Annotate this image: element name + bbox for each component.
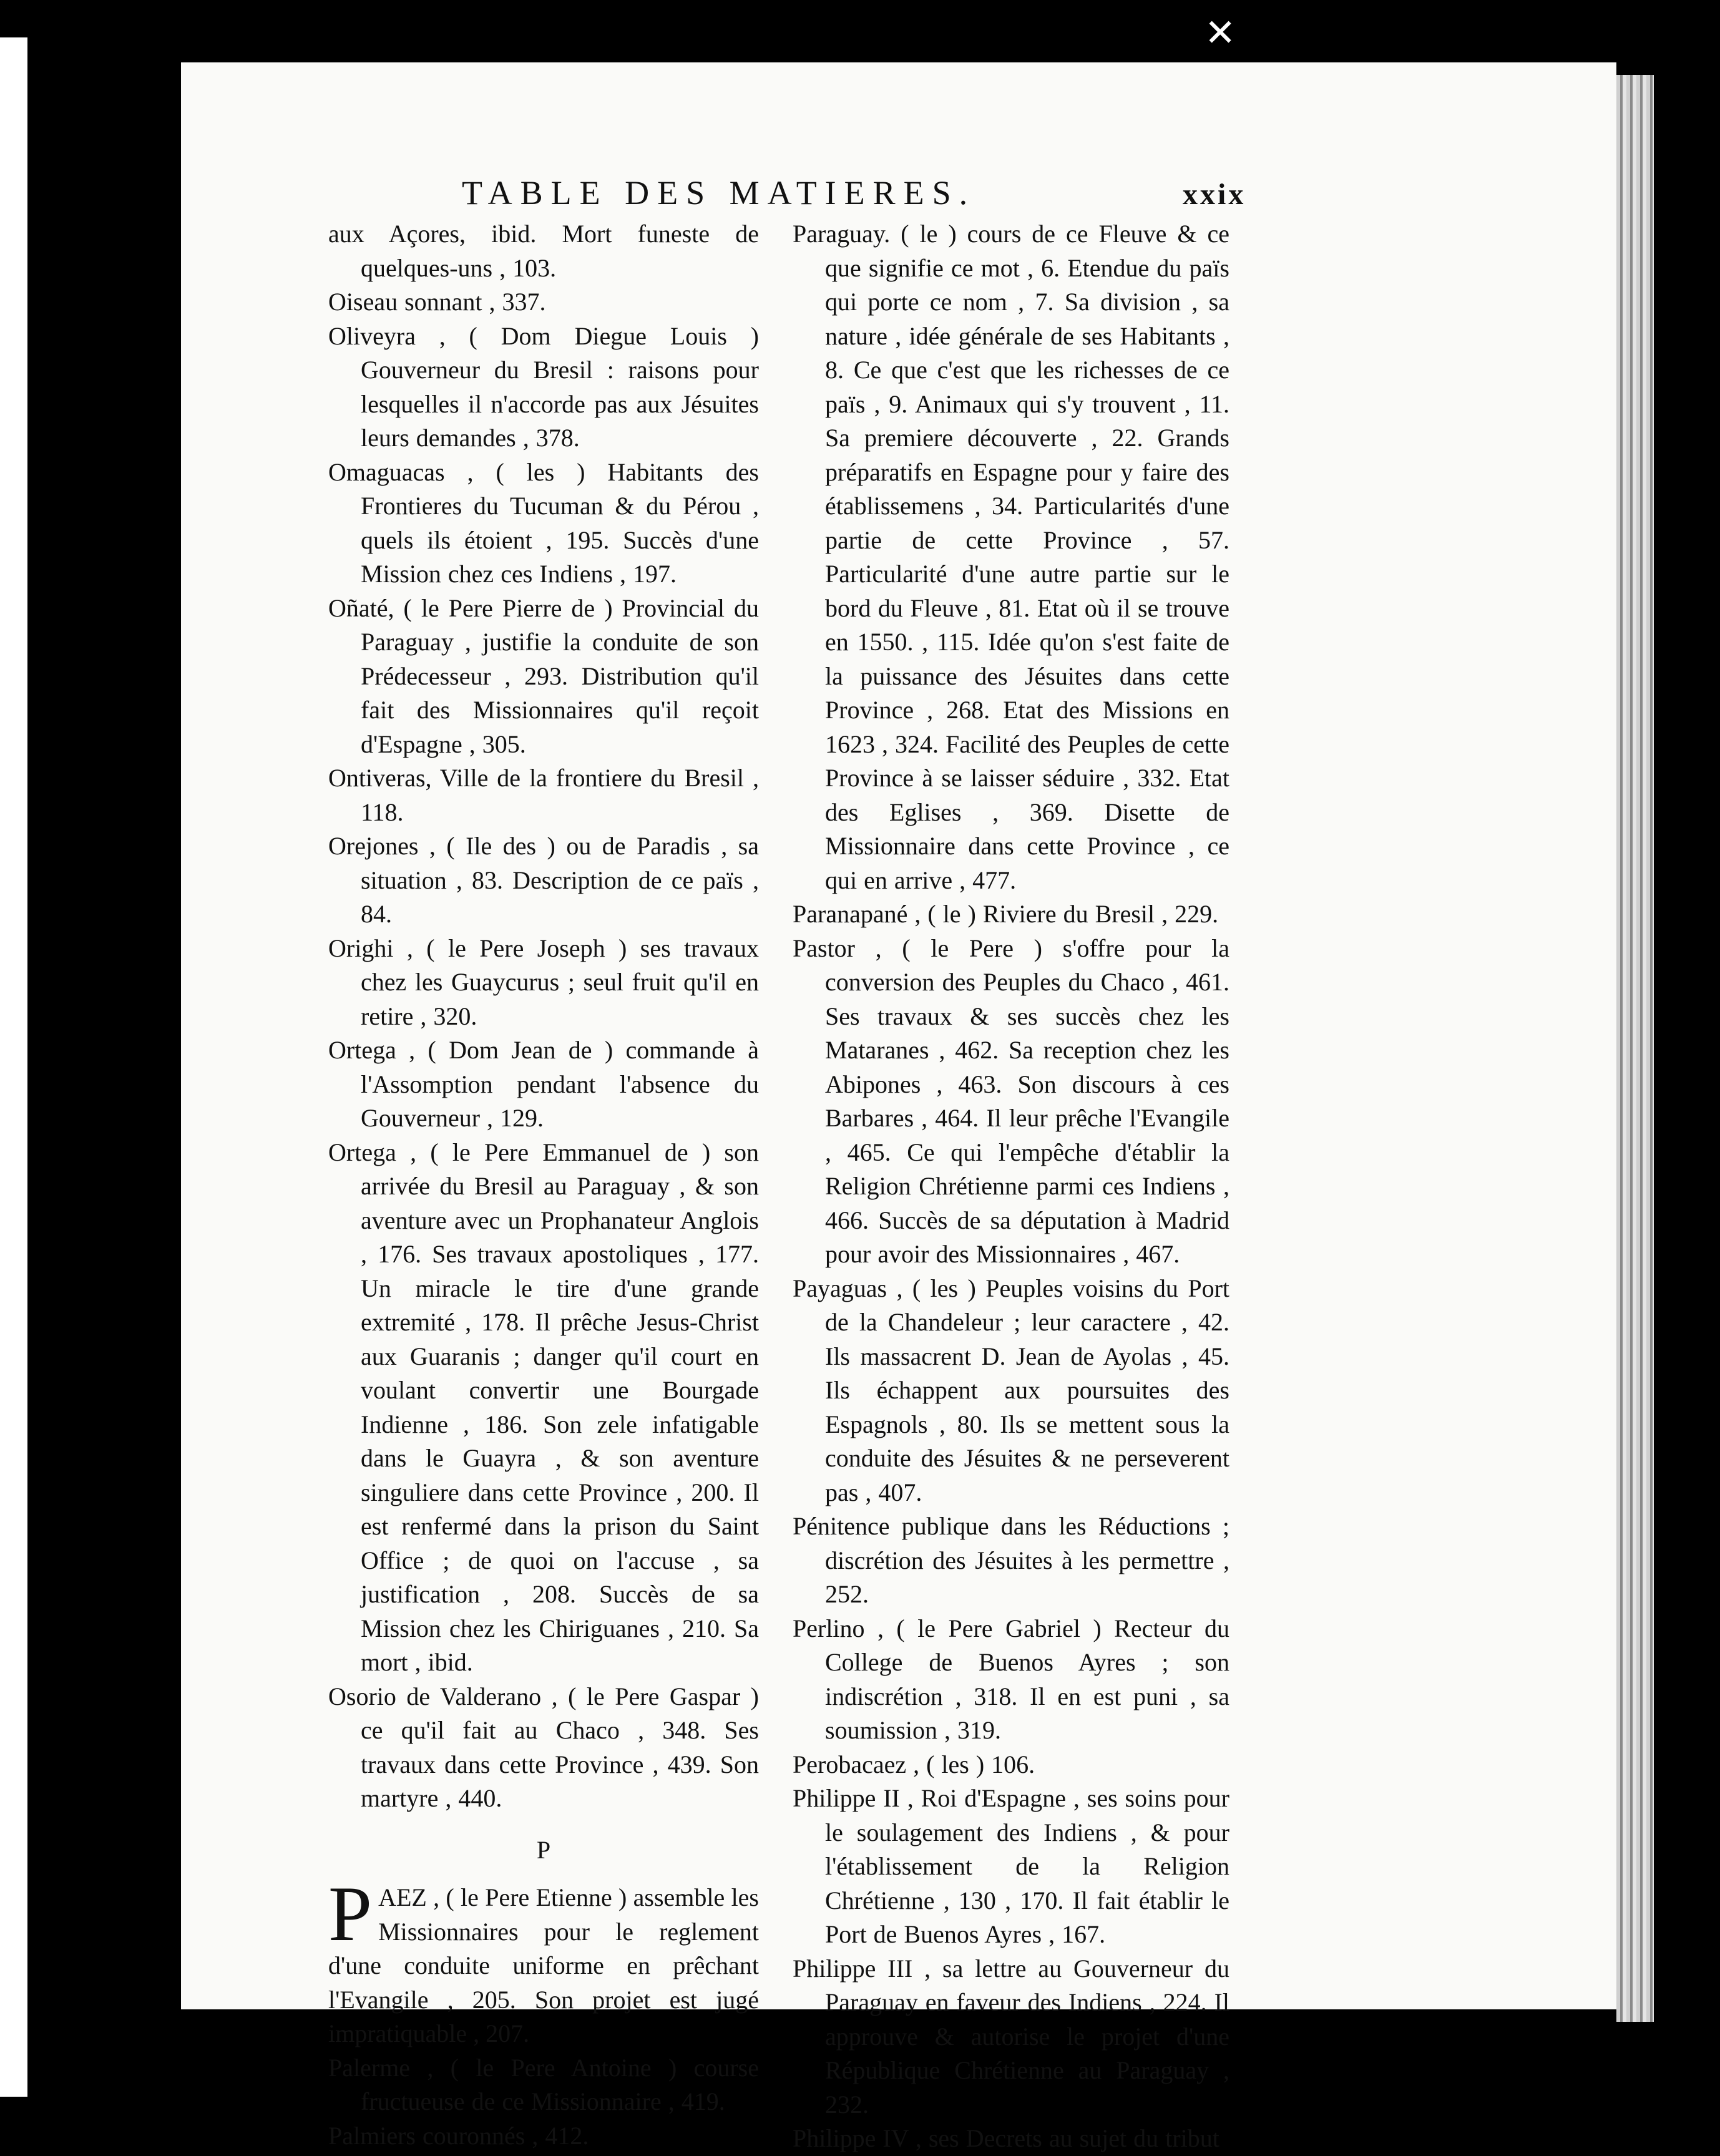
index-entry: Palerme , ( le Pere Antoine ) course fructueuse de ce Missionnaire , 419.	[328, 2053, 759, 2115]
index-entry: Oñaté, ( le Pere Pierre de ) Provincial du Paraguay , justifie la conduite de son Prédecesseur , 293. Distribution qu'il fait des Missionnaires qu'il reçoit d'Espagne , 305.	[328, 593, 759, 758]
page-edge-stack	[1616, 75, 1654, 2022]
index-entry: Perlino , ( le Pere Gabriel ) Recteur du College de Buenos Ayres ; son indiscrétion , 318. Il en est puni , sa soumission , 319.	[793, 1614, 1229, 1744]
index-entry: Pastor , ( le Pere ) s'offre pour la conversion des Peuples du Chaco , 461. Ses travaux & ses succès chez les Mataranes , 462. Sa reception chez les Abipones , 463. Son discours à ces Barbares , 464. Il leur prêche l'Evangile , 465. Ce qui l'empêche d'établir la Religion Chrétienne parmi ces Indiens , 466. Succès de sa députation à Madrid pour avoir des Missionnaires , 467.	[793, 934, 1229, 1268]
dropcap-entry-text: AEZ , ( le Pere Etienne ) assemble les Missionnaires pour le reglement d'une conduite uniforme en prêchant l'Evangile , 205. Son projet est jugé impratiquable , 207.	[328, 1883, 759, 2047]
index-entry: Oiseau sonnant , 337.	[328, 288, 546, 316]
index-entry: Payaguas , ( les ) Peuples voisins du Port de la Chandeleur ; leur caractere , 42. Ils massacrent D. Jean de Ayolas , 45. Ils échappent aux poursuites des Espagnols , 80. Ils se mettent sous la conduite des Jésuites & ne perseverent pas , 407.	[793, 1274, 1229, 1506]
scan-artifact: ✕	[1204, 11, 1236, 55]
index-entry-dropcap	[328, 1871, 759, 2051]
index-entry: Paraguay. ( le ) cours de ce Fleuve & ce que signifie ce mot , 6. Etendue du païs qui porte ce nom , 7. Sa division , sa nature , idée générale de ses Habitants , 8. Ce que c'est que les richesses de ce païs , 9. Animaux qui s'y trouvent , 11. Sa premiere découverte , 22. Grands préparatifs en Espagne pour y faire des établissemens , 34. Particularités d'une partie de cette Province , 57. Particularité d'une autre partie sur le bord du Fleuve , 81. Etat où il se trouve en 1550. , 115. Idée qu'on s'est faite de la puissance des Jésuites dans cette Province , 268. Etat des Missions en 1623 , 324. Facilité des Peuples de cette Province à se laisser séduire , 332. Etat des Eglises , 369. Disette de Missionnaire dans cette Province , ce qui en arrive , 477.	[793, 220, 1229, 894]
index-entry: Paranapané , ( le ) Riviere du Bresil , 229.	[793, 900, 1219, 928]
index-entry: Ortega , ( le Pere Emmanuel de ) son arrivée du Bresil au Paraguay , & son aventure avec un Prophanateur Anglois , 176. Ses travaux apostoliques , 177. Un miracle le tire d'une grande extremité , 178. Il prêche Jesus-Christ aux Guaranis ; danger qu'il court en voulant convertir une Bourgade Indienne , 186. Son zele infatigable dans le Guayra , & son aventure singuliere dans cette Province , 200. Il est renfermé dans la prison du Saint Office ; de quoi on l'accuse , sa justification , 208. Succès de sa Mission chez les Chiriguanes , 210. Sa mort , ibid.	[328, 1138, 759, 1676]
index-entry: Palmiers couronnés , 412.	[328, 2121, 589, 2150]
drop-cap: P	[328, 1871, 373, 1958]
index-entry: Philippe II , Roi d'Espagne , ses soins pour le soulagement des Indiens , & pour l'établissement de la Religion Chrétienne , 130 , 170. Il fait établir le Port de Buenos Ayres , 167.	[793, 1784, 1229, 1948]
left-column	[328, 217, 759, 2153]
index-entry: Pénitence publique dans les Réductions ; discrétion des Jésuites à les permettre , 252.	[793, 1512, 1229, 1608]
page-number: xxix	[1183, 178, 1246, 211]
index-entry: Ontiveras, Ville de la frontiere du Bresil , 118.	[328, 764, 759, 826]
left-page-edge	[0, 37, 27, 2097]
index-entry: aux Açores, ibid. Mort funeste de quelques-uns , 103.	[328, 220, 759, 282]
index-entry: Osorio de Valderano , ( le Pere Gaspar ) ce qu'il fait au Chaco , 348. Ses travaux dans cette Province , 439. Son martyre , 440.	[328, 1682, 759, 1812]
index-entry: Philippe III , sa lettre au Gouverneur du Paraguay en faveur des Indiens , 224. Il approuve & autorise le projet d'une République Chrétienne au Paraguay , 232.	[793, 1954, 1229, 2119]
index-entry: Orejones , ( Ile des ) ou de Paradis , sa situation , 83. Description de ce païs , 84.	[328, 832, 759, 928]
index-entry: Ortega , ( Dom Jean de ) commande à l'Assomption pendant l'absence du Gouverneur , 129.	[328, 1036, 759, 1132]
index-entry: Perobacaez , ( les ) 106.	[793, 1750, 1035, 1778]
section-letter: P	[536, 1835, 551, 1864]
index-entry: Oliveyra , ( Dom Diegue Louis ) Gouverneur du Bresil : raisons pour lesquelles il n'accorde pas aux Jésuites leurs demandes , 378.	[328, 321, 759, 452]
running-title: TABLE DES MATIERES.	[462, 174, 976, 212]
index-entry: Philippe IV , ses Decrets au sujet du tribut	[793, 2124, 1219, 2152]
index-entry: Orighi , ( le Pere Joseph ) ses travaux chez les Guaycurus ; seul fruit qu'il en retire , 320.	[328, 934, 759, 1030]
right-column	[793, 217, 1229, 2156]
page-header	[275, 173, 1279, 217]
index-entry: Omaguacas , ( les ) Habitants des Frontieres du Tucuman & du Pérou , quels ils étoient , 195. Succès d'une Mission chez ces Indiens , 197.	[328, 457, 759, 588]
